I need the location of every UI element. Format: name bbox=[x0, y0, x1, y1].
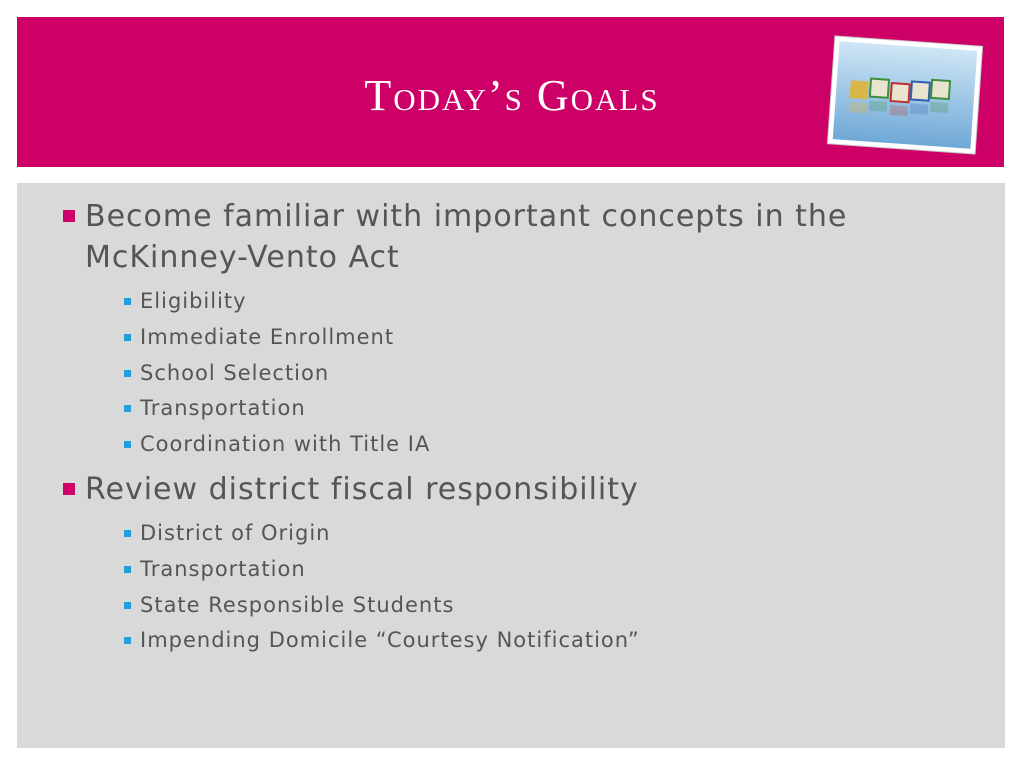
sub-goal-text: Transportation bbox=[140, 396, 306, 421]
sub-goal-item bbox=[121, 588, 960, 624]
bullet-icon bbox=[124, 370, 131, 377]
sub-goal-item bbox=[121, 356, 960, 392]
goal-item bbox=[60, 196, 960, 463]
bullet-icon bbox=[124, 298, 131, 305]
bullet-icon bbox=[124, 530, 131, 537]
sub-goal-text: Eligibility bbox=[140, 289, 247, 313]
bullet-icon bbox=[124, 405, 131, 412]
sub-goal-text: Immediate Enrollment bbox=[140, 324, 395, 349]
sub-goal-text: Transportation bbox=[140, 556, 306, 581]
bullet-icon bbox=[124, 441, 131, 448]
sub-goal-item bbox=[121, 623, 960, 659]
bullet-icon bbox=[63, 210, 75, 222]
sub-goal-text: Impending Domicile “Courtesy Notification” bbox=[140, 628, 640, 653]
goal-text: Review district fiscal responsibility bbox=[85, 471, 639, 507]
bullet-icon bbox=[124, 334, 131, 341]
sub-goals-list bbox=[85, 516, 960, 659]
bullet-icon bbox=[63, 483, 75, 495]
sub-goal-text: State Responsible Students bbox=[140, 592, 455, 617]
goal-item bbox=[60, 469, 960, 659]
goals-blocks-image bbox=[826, 35, 983, 155]
bullet-icon bbox=[124, 637, 131, 644]
sub-goal-item bbox=[121, 427, 960, 463]
sub-goal-item bbox=[121, 284, 960, 320]
sub-goal-item bbox=[121, 391, 960, 427]
bullet-icon bbox=[124, 566, 131, 573]
sub-goal-text: Coordination with Title IA bbox=[140, 432, 431, 457]
sub-goal-text: District of Origin bbox=[140, 520, 331, 545]
sub-goal-item bbox=[121, 320, 960, 356]
sub-goal-text: School Selection bbox=[140, 360, 330, 385]
goals-list bbox=[60, 196, 960, 659]
sub-goals-list bbox=[85, 284, 960, 463]
slide-title: Today’s Goals bbox=[364, 71, 660, 120]
goal-text: Become familiar with important concepts in the McKinney-Vento Act bbox=[85, 199, 848, 275]
sub-goal-item bbox=[121, 516, 960, 552]
bullet-icon bbox=[124, 602, 131, 609]
sub-goal-item bbox=[121, 552, 960, 588]
